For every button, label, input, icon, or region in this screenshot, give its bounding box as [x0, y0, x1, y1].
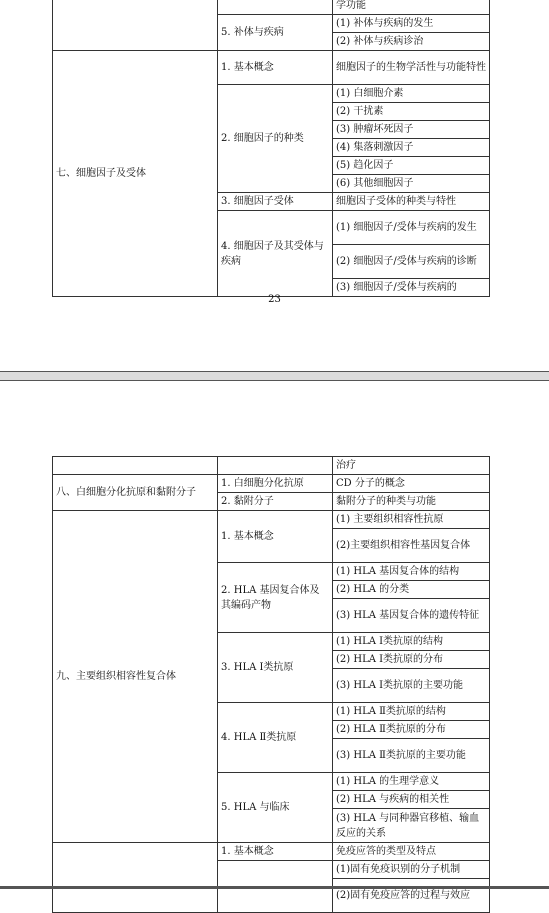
table-cell: (1) HLA Ⅱ类抗原的结构 [333, 703, 490, 721]
table-cell: 4. 细胞因子及其受体与疾病 [218, 211, 333, 297]
table-cell: 1. 白细胞分化抗原 [218, 475, 333, 493]
table-cell: (1) 细胞因子/受体与疾病的发生 [333, 211, 490, 245]
table-cell: 黏附分子的种类与功能 [333, 493, 490, 511]
table-cell: (1) 补体与疾病的发生 [333, 15, 490, 33]
table-cell: 1. 基本概念 [218, 843, 333, 861]
table-cell: (2)主要组织相容性基因复合体 [333, 529, 490, 563]
syllabus-table [52, 0, 490, 297]
chapter-title: 九、主要组织相容性复合体 [53, 511, 218, 843]
table-cell: 细胞因子的生物学活性与功能特性 [333, 51, 490, 85]
table-cell: (2)固有免疫应答的过程与效应 [333, 879, 490, 913]
table-cell: 3. 细胞因子受体 [218, 193, 333, 211]
table-cell: 2. HLA 基因复合体及其编码产物 [218, 563, 333, 633]
table-cell: (6) 其他细胞因子 [333, 175, 490, 193]
table-cell: (2) 细胞因子/受体与疾病的诊断 [333, 245, 490, 279]
table-cell: (2) 补体与疾病诊治 [333, 33, 490, 51]
table-cell: 5. 补体与疾病 [218, 15, 333, 51]
page-number: 23 [268, 294, 281, 305]
table-cell: 2. 黏附分子 [218, 493, 333, 511]
table-cell: 学功能 [333, 0, 490, 15]
table-cell: (2) HLA 的分类 [333, 581, 490, 599]
table-cell: (3) HLA 与同种器官移植、输血反应的关系 [333, 809, 490, 843]
chapter-title: 七、细胞因子及受体 [53, 51, 218, 297]
table-cell: 3. HLA Ⅰ类抗原 [218, 633, 333, 703]
table-cell: (3) 肿瘤坏死因子 [333, 121, 490, 139]
table-cell: (2) HLA Ⅰ类抗原的分布 [333, 651, 490, 669]
table-cell: 2. 细胞因子的种类 [218, 85, 333, 193]
table-cell: 1. 基本概念 [218, 511, 333, 563]
table-cell [218, 457, 333, 475]
table-cell: 5. HLA 与临床 [218, 773, 333, 843]
table-cell: (1) 主要组织相容性抗原 [333, 511, 490, 529]
table-cell: (1) HLA Ⅰ类抗原的结构 [333, 633, 490, 651]
table-cell: (3) HLA Ⅱ类抗原的主要功能 [333, 739, 490, 773]
document-page-2 [0, 381, 549, 901]
table-cell: (1) 白细胞介素 [333, 85, 490, 103]
table-cell [53, 457, 218, 475]
chapter-title: 八、白细胞分化抗原和黏附分子 [53, 475, 218, 511]
table-cell: (1) HLA 的生理学意义 [333, 773, 490, 791]
table-cell: (1)固有免疫识别的分子机制 [333, 861, 490, 879]
table-cell: 4. HLA Ⅱ类抗原 [218, 703, 333, 773]
syllabus-table [52, 456, 490, 913]
table-cell: (3) 细胞因子/受体与疾病的 [333, 279, 490, 297]
table-cell: (2) 干扰素 [333, 103, 490, 121]
table-cell [218, 0, 333, 15]
table-cell: CD 分子的概念 [333, 475, 490, 493]
table-cell: 免疫应答的类型及特点 [333, 843, 490, 861]
document-page-1 [0, 0, 549, 371]
table-cell: (4) 集落刺激因子 [333, 139, 490, 157]
table-cell: 1. 基本概念 [218, 51, 333, 85]
table-cell: (3) HLA 基因复合体的遗传特征 [333, 599, 490, 633]
table-cell: (2) HLA Ⅱ类抗原的分布 [333, 721, 490, 739]
table-cell: 细胞因子受体的种类与特性 [333, 193, 490, 211]
table-cell: (3) HLA Ⅰ类抗原的主要功能 [333, 669, 490, 703]
table-cell: (5) 趋化因子 [333, 157, 490, 175]
table-cell: (1) HLA 基因复合体的结构 [333, 563, 490, 581]
table-cell: (2) HLA 与疾病的相关性 [333, 791, 490, 809]
table-cell [53, 0, 218, 51]
table-cell [53, 843, 218, 913]
table-cell: 治疗 [333, 457, 490, 475]
page-separator [0, 371, 549, 381]
